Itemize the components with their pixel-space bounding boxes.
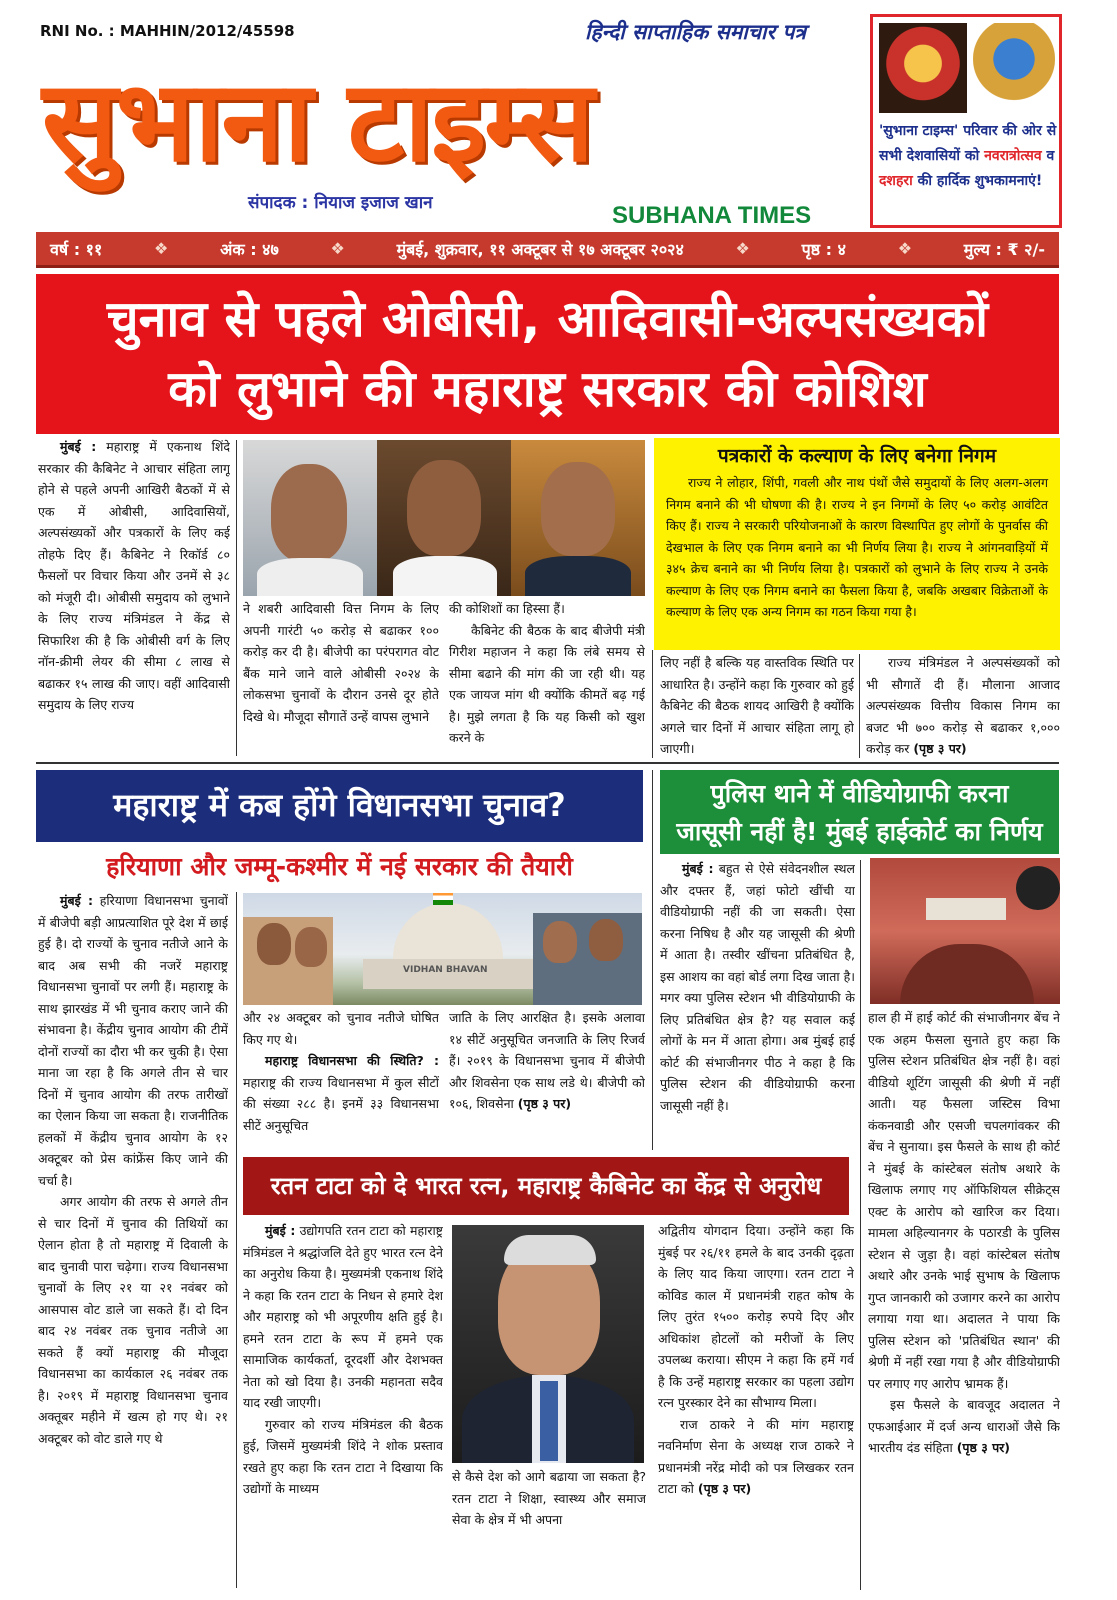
lead-headline: चुनाव से पहले ओबीसी, आदिवासी-अल्पसंख्यकों को लुभाने की महाराष्ट्र सरकार की कोशिश	[36, 274, 1059, 434]
election-subheadline: हरियाणा और जम्मू-कश्मीर में नई सरकार की तैयारी	[106, 852, 573, 881]
election-headline: महाराष्ट्र में कब होंगे विधानसभा चुनाव?	[36, 770, 643, 842]
lead-column-5: राज्य मंत्रिमंडल ने अल्पसंख्यकों को भी सौगातें दी हैं। मौलाना आजाद अल्पसंख्यक वित्तीय विकास निगम का बजट भी ७०० करोड़ से बढाकर १,००० करोड़ कर (पृष्ठ ३ पर)	[866, 655, 1060, 756]
volume-year: वर्ष : ११	[50, 239, 103, 259]
masthead-title: सुभाना टाइम्स	[42, 57, 593, 187]
separator-icon: ❖	[735, 239, 750, 258]
editor-line: संपादक : नियाज इजाज खान	[248, 193, 433, 213]
column-divider	[236, 892, 237, 1588]
column-divider	[236, 440, 237, 756]
greeting-text: 'सुभाना टाइम्स' परिवार की ओर से सभी देशवासियों को नवरात्रोत्सव व दशहरा की हार्दिक शुभकामनाएं!	[879, 123, 1057, 189]
lead-column-3: की कोशिशों का हिस्सा हैं। कैबिनेट की बैठक के बाद बीजेपी मंत्री गिरीश महाजन ने कहा कि लंबे समय से सीमा बढाने की मांग की जा रही थी। यह एक जायज मांग थी क्योंकि कीमतें बढ़ गई है। मुझे लगता है कि यह किसी को खुश करने के	[449, 601, 645, 745]
continued-reference: (पृष्ठ ३ पर)	[517, 1096, 572, 1111]
separator-icon: ❖	[154, 239, 169, 258]
tata-column-2: से कैसे देश को आगे बढाया जा सकता है? रतन टाटा ने शिक्षा, स्वास्थ्य और समाज सेवा के क्षेत्र में भी अपना	[452, 1469, 646, 1527]
festival-greeting-box	[870, 14, 1062, 228]
journalists-title: पत्रकारों के कल्याण के लिए बनेगा निगम	[717, 445, 997, 467]
police-headline: पुलिस थाने में वीडियोग्राफी करना जासूसी नहीं है! मुंबई हाईकोर्ट का निर्णय	[660, 770, 1059, 854]
police-column-1: मुंबई : बहुत से ऐसे संवेदनशील स्थल और दफ्तर हैं, जहां फोटो खींची या वीडियोग्राफी नहीं की जा सकती। ऐसा करना निषिध है और यह जासूसी की श्रेणी में आता है। तस्वीर खींचना प्रतिबंधित है, इस आशय का वहां बोर्ड लगा दिख जाता है। मगर क्या पुलिस स्टेशन भी वीडियोग्राफी के लिए प्रतिबंधित क्षेत्र है? यह सवाल कई लोगों के मन में आता होगा। अब मुंबई हाई कोर्ट की संभाजीनगर पीठ ने कहा है कि पुलिस स्टेशन की वीडियोग्राफी करना जासूसी नहीं है।	[660, 861, 855, 1113]
tata-headline: रतन टाटा को दे भारत रत्न, महाराष्ट्र कैबिनेट का केंद्र से अनुरोध	[243, 1157, 849, 1215]
tagline: हिन्दी साप्ताहिक समाचार पत्र	[585, 20, 806, 44]
issue-date: मुंबई, शुक्रवार, ११ अक्टूबर से १७ अक्टूबर २०२४	[396, 239, 684, 259]
price: मुल्य : ₹ २/-	[963, 239, 1045, 259]
vidhan-bhavan-photo	[243, 893, 642, 1005]
section-divider	[36, 762, 1059, 764]
rni-number: RNI No. : MAHHIN/2012/45598	[40, 22, 295, 40]
ratan-tata-photo	[452, 1225, 644, 1463]
column-divider	[652, 770, 653, 1150]
separator-icon: ❖	[330, 239, 345, 258]
issue-number: अंक : ४७	[220, 239, 279, 259]
leaders-photo	[243, 440, 645, 596]
continued-reference: (पृष्ठ ३ पर)	[697, 1481, 752, 1496]
vidhan-bhavan-label: VIDHAN BHAVAN	[403, 965, 488, 975]
continued-reference: (पृष्ठ ३ पर)	[913, 741, 967, 756]
separator-icon: ❖	[897, 239, 913, 258]
court-building-photo	[870, 858, 1060, 1004]
continued-reference: (पृष्ठ ३ पर)	[956, 1440, 1011, 1455]
masthead-title-en: SUBHANA TIMES	[612, 202, 812, 229]
column-divider	[859, 654, 860, 758]
journalists-body: राज्य ने लोहार, शिंपी, गवली और नाथ पंथों जैसे समुदायों के लिए अलग-अलग निगम बनाने की भी घोषणा की है। राज्य ने इन निगमों के लिए ५० करोड़ आवंटित किए हैं। राज्य ने सरकारी परियोजनाओं के कारण विस्थापित हुए लोगों के पुनर्वास की देखभाल के लिए एक निगम बनाने का भी निर्णय लिया है। राज्य ने आंगनवाड़ियों में ३४५ क्रेच बनाने का भी निर्णय लिया है। पत्रकारों को लुभाने के लिए राज्य ने उनके कल्याण के लिए एक निगम बनाने का फैसला किया है, जबकि अखबार विक्रेताओं के कल्याण के लिए एक अन्य निगम का गठन किया गया है।	[666, 475, 1048, 619]
goddess-image	[879, 23, 967, 113]
page-count: पृष्ठ : ४	[801, 239, 846, 259]
lead-column-2: ने शबरी आदिवासी वित्त निगम के लिए अपनी गारंटी ५० करोड़ से बढाकर १०० करोड़ कर दी है। बीजेपी का परंपरागत वोट बैंक माने जाने वाले ओबीसी २०२४ के लोकसभा चुनावों के दौरान उनसे दूर होते दिखे थे। मौजूदा सौगातें उन्हें वापस लुभाने	[243, 601, 439, 724]
lead-column-4: लिए नहीं है बल्कि यह वास्तविक स्थिति पर आधारित है। उन्होंने कहा कि गुरुवार को हुई कैबिनेट की बैठक शायद आखिरी है क्योंकि अगले चार दिनों में आचार संहिता लागू हो जाएगी।	[660, 655, 854, 756]
issue-info-bar	[36, 232, 1059, 268]
lead-column-1: मुंबई : महाराष्ट्र में एकनाथ शिंदे सरकार की कैबिनेट ने आचार संहिता लागू होने से पहले अपनी आखिरी बैठकों में से एक में ओबीसी, आदिवासियों, अल्पसंख्यकों और पत्रकारों के लिए कई तोहफे दिए हैं। कैबिनेट ने रिकॉर्ड ८० फैसलों पर विचार किया और उनमें से ३८ को मंजूरी दी। ओबीसी समुदाय को लुभाने के लिए राज्य मंत्रिमंडल ने केंद्र से सिफारिश की है कि ओबीसी वर्ग के लिए नॉन-क्रीमी लेयर की सीमा ८ लाख से बढाकर १५ लाख की जाए। वहीं आदिवासी समुदाय के लिए राज्य	[38, 439, 230, 712]
deity-image	[973, 23, 1055, 113]
election-column-3: जाति के लिए आरक्षित है। इसके अलावा १४ सीटें अनुसूचित जनजाति के लिए रिजर्व हैं। २०१९ के विधानसभा चुनाव में बीजेपी और शिवसेना एक साथ लडे थे। बीजेपी को १०६, शिवसेना (पृष्ठ ३ पर)	[449, 1010, 645, 1111]
election-column-1: मुंबई : हरियाणा विधानसभा चुनावों में बीजेपी बड़ी आप्रत्याशित पूरे देश में छाई हुई है। दो राज्यों के चुनाव नतीजे आने के बाद अब सभी की नजरें महाराष्ट्र विधानसभा चुनावों पर लगी हैं। महाराष्ट्र के साथ झारखंड में भी चुनाव कराए जाने की संभावना है। केंद्रीय चुनाव आयोग की टीमें दोनों राज्यों का दौरा भी कर चुकी है। ऐसा माना जा रहा है कि अगले तीन से चार दिनों में चुनाव आयोग की तरफ तारीखों का ऐलान किया जा सकता है। राजनीतिक हलकों में केंद्रीय चुनाव आयोग के १२ अक्टूबर को प्रेस कांफ्रेंस किए जाने की चर्चा है। अगर आयोग की तरफ से अगले तीन से चार दिनों में चुनाव की तिथियों का ऐलान होता है तो महाराष्ट्र में दिवाली के बाद चुनावी पारा चढ़ेगा। राज्य विधानसभा चुनावों के लिए २१ या २१ नवंबर को आसपास वोट डाले जा सकते हैं। दो दिन बाद २४ नवंबर तक चुनाव नतीजे आ सकते हैं क्यों महाराष्ट्र की मौजूदा विधानसभा का कार्यकाल २६ नवंबर तक है। २०१९ में महाराष्ट्र विधानसभा चुनाव अक्तूबर महीने में खत्म हो गए थे। २१ अक्टूबर को वोट डाले गए थे	[38, 893, 228, 1446]
journalists-box	[654, 438, 1060, 650]
election-column-2: और २४ अक्टूबर को चुनाव नतीजे घोषित किए गए थे। महाराष्ट्र विधानसभा की स्थिति? : महाराष्ट्र की राज्य विधानसभा में कुल सीटों की संख्या २८८ है। इनमें ३३ विधानसभा सीटें अनुसूचित	[243, 1010, 439, 1133]
tata-column-1: मुंबई : उद्योगपति रतन टाटा को महाराष्ट्र मंत्रिमंडल ने श्रद्धांजलि देते हुए भारत रत्न देने का अनुरोध किया है। मुख्यमंत्री एकनाथ शिंदे ने कहा कि रतन टाटा के निधन से हमारे देश और महाराष्ट्र को भी अपूरणीय क्षति हुई है। हमने रतन टाटा के रूप में हमने एक सामाजिक कार्यकर्ता, दूरदर्शी और देशभक्त नेता को खो दिया है। उनकी महानता सदैव याद रखी जाएगी। गुरुवार को राज्य मंत्रिमंडल की बैठक हुई, जिसमें मुख्यमंत्री शिंदे ने शोक प्रस्ताव रखते हुए कहा कि रतन टाटा ने दिखाया कि उद्योगों के माध्यम	[243, 1223, 443, 1496]
column-divider	[652, 650, 653, 758]
tata-column-3: अद्वितीय योगदान दिया। उन्होंने कहा कि मुंबई पर २६/११ हमले के बाद उनकी दृढ़ता के लिए याद किया जाएगा। रतन टाटा ने कोविड काल में प्रधानमंत्री राहत कोष के लिए तुरंत १५०० करोड़ रुपये दिए और अधिकांश होटलों को मरीजों के लिए उपलब्ध कराया। सीएम ने कहा कि हमें गर्व है कि उन्हें महाराष्ट्र सरकार का पहला उद्योग रत्न पुरस्कार देने का सौभाग्य मिला। राज ठाकरे ने की मांग महाराष्ट्र नवनिर्माण सेना के अध्यक्ष राज ठाकरे ने प्रधानमंत्री नरेंद्र मोदी को पत्र लिखकर रतन टाटा को (पृष्ठ ३ पर)	[658, 1223, 854, 1496]
police-column-2: हाल ही में हाई कोर्ट की संभाजीनगर बेंच ने एक अहम फैसला सुनाते हुए कहा कि पुलिस स्टेशन प्रतिबंधित क्षेत्र नहीं है। वहां वीडियो शूटिंग जासूसी की श्रेणी में नहीं आती। यह फैसला जस्टिस विभा कंकनवाडी और एसजी चपलगांवकर की बेंच ने सुनाया। इस फैसले के साथ ही कोर्ट ने मुंबई के कांस्टेबल संतोष अथारे के खिलाफ लगाए गए ऑफिशियल सीक्रेट्स एक्ट के आरोप को खारिज कर दिया। मामला अहिल्यानगर के पठारडी के पुलिस स्टेशन से जुड़ा है। वहां कांस्टेबल संतोष अथारे और उनके भाई सुभाष के खिलाफ गुप्त जानकारी को उजागर करने का आरोप लगाया गया था। अदालत ने पाया कि पुलिस स्टेशन को 'प्रतिबंधित स्थान' की श्रेणी में नहीं रखा गया है और वीडियोग्राफी पर लगाए गए आरोप भ्रामक हैं। इस फैसले के बावजूद अदालत ने एफआईआर में दर्ज अन्य धाराओं जैसे कि भारतीय दंड संहिता (पृष्ठ ३ पर)	[868, 1010, 1060, 1455]
column-divider	[860, 860, 861, 1590]
